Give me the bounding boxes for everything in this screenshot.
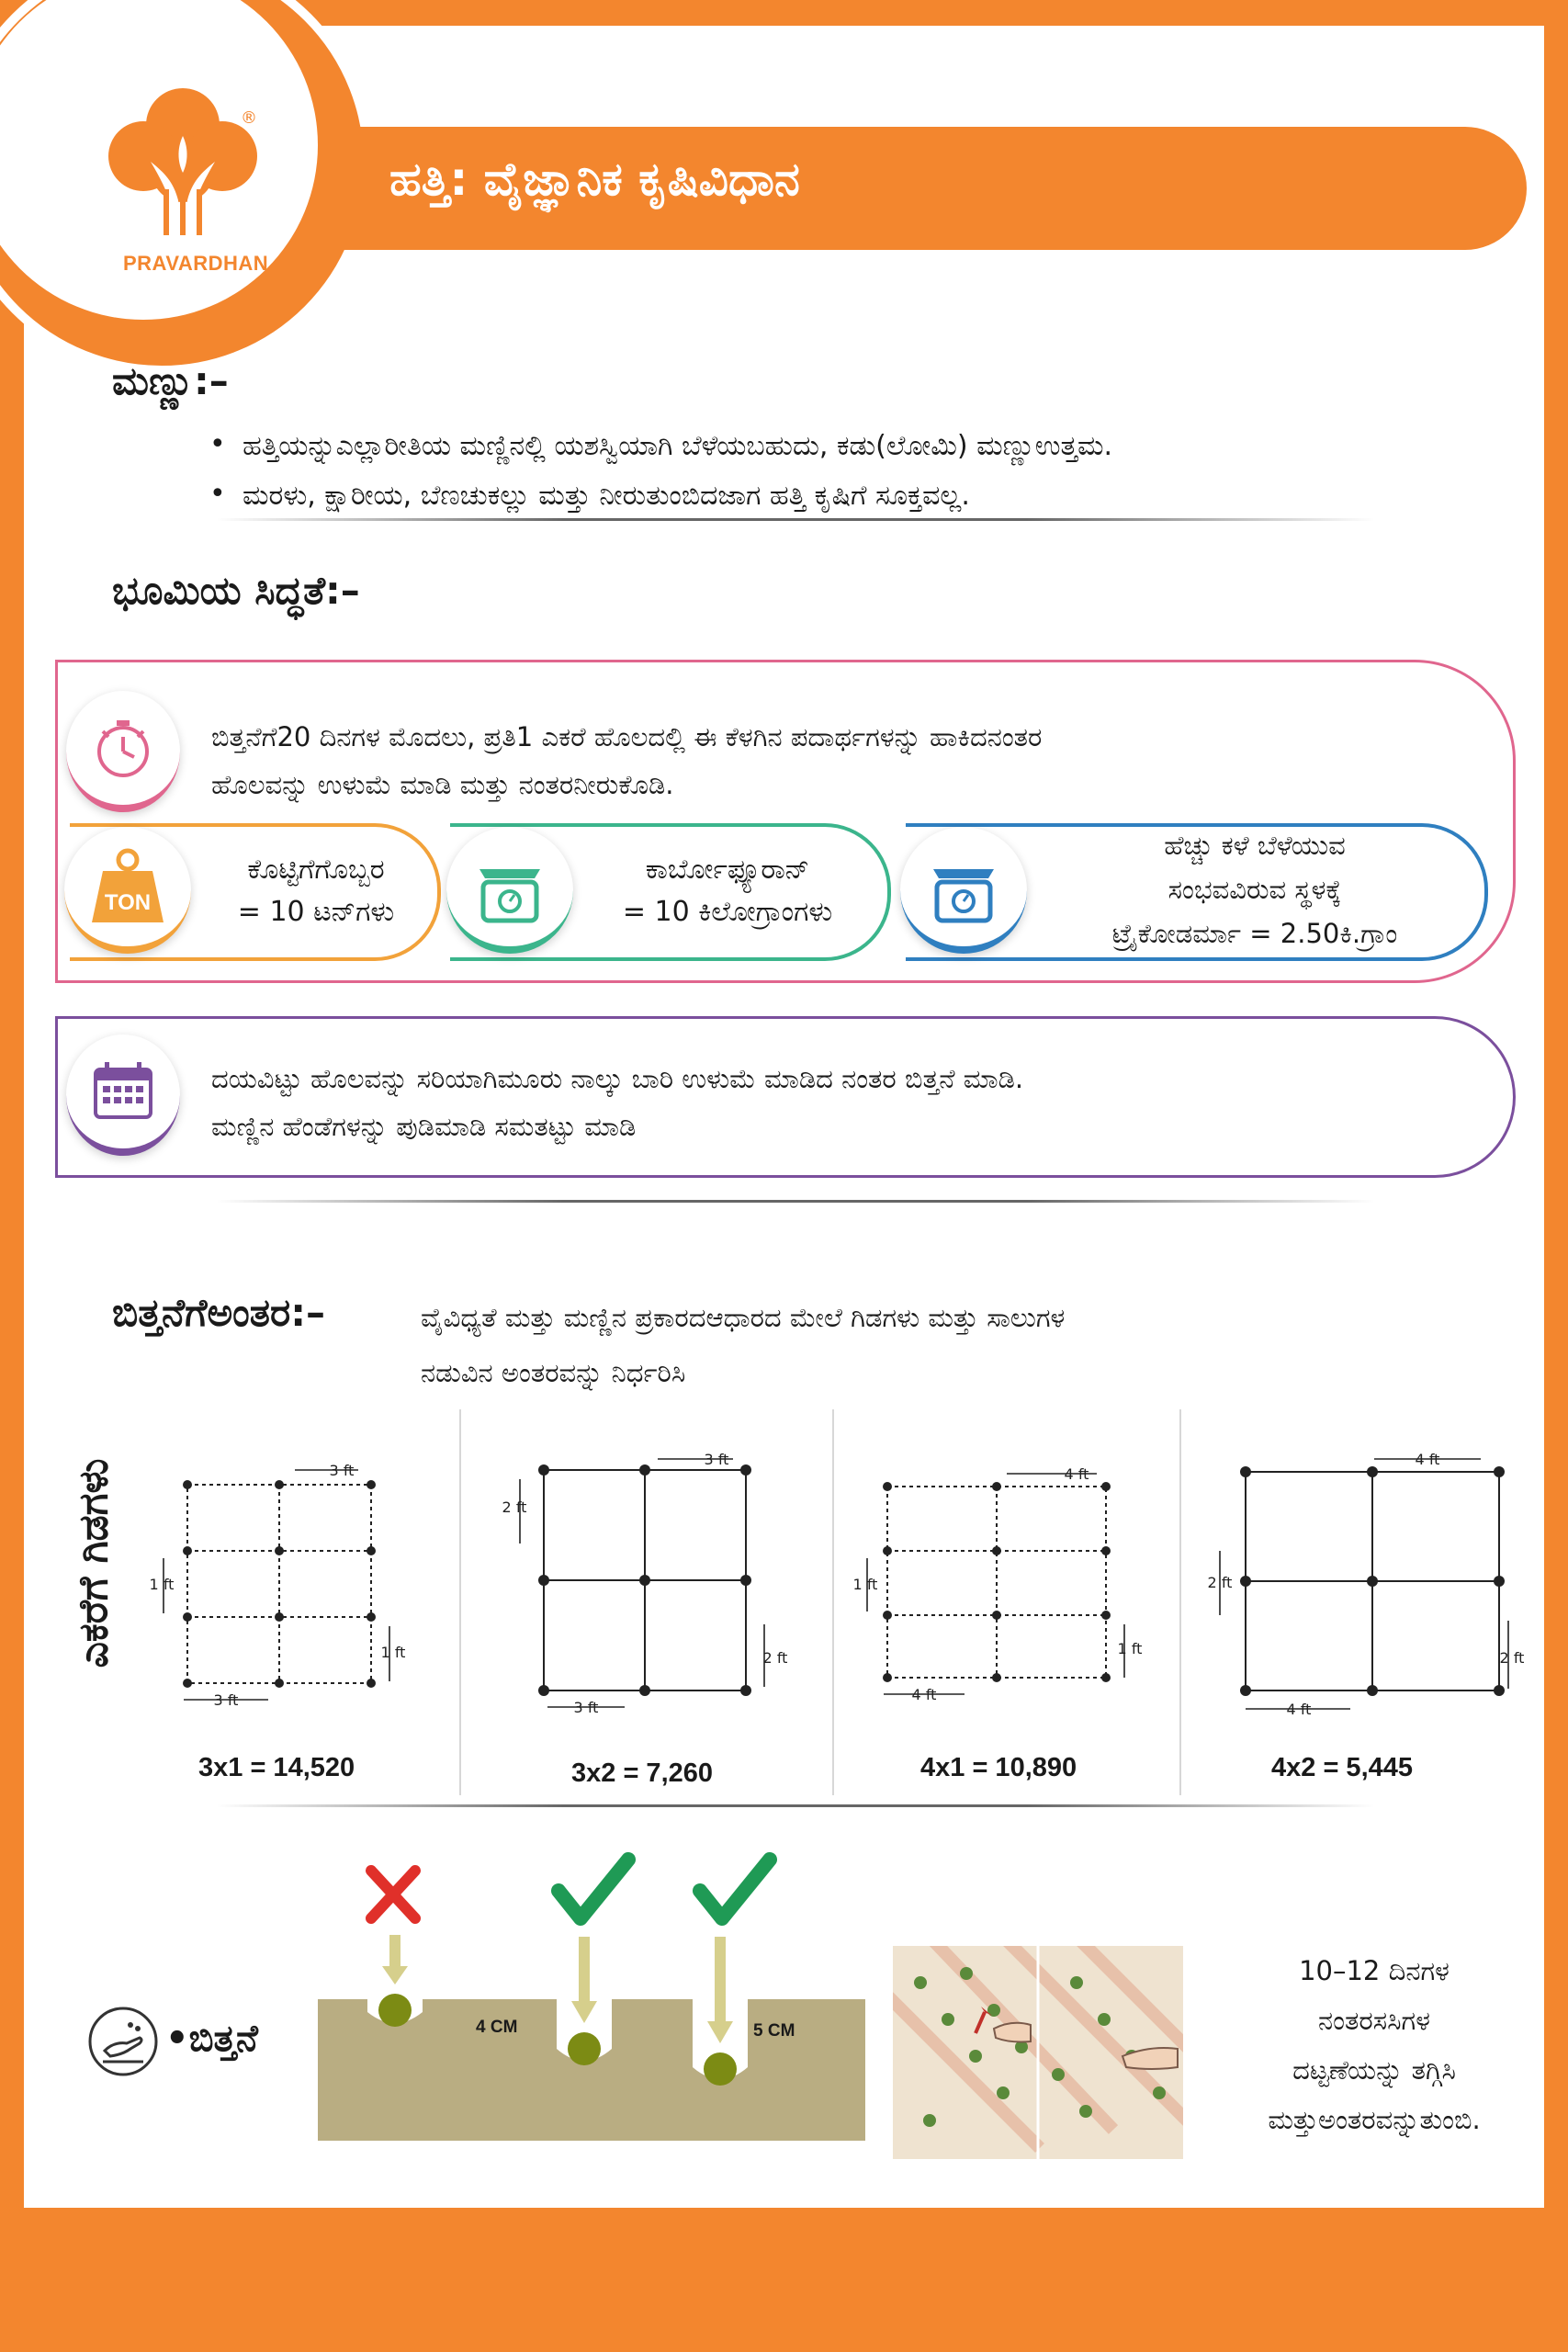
thinning-line1: 10–12 ದಿನಗಳ bbox=[1299, 1955, 1450, 1986]
ton-weight-icon bbox=[64, 827, 191, 946]
tree-logo-icon bbox=[105, 81, 261, 255]
item-carbofuran-label bbox=[581, 849, 874, 933]
scale-badge-blue bbox=[900, 827, 1027, 954]
sowing-label: •ಬಿತ್ತನೆ bbox=[165, 2018, 258, 2060]
grid2-right-label: 2 ft bbox=[762, 1649, 788, 1667]
grid-separator bbox=[832, 1409, 834, 1795]
grid1-right-label: 1 ft bbox=[380, 1644, 406, 1661]
grid3-right-label: 1 ft bbox=[1117, 1640, 1143, 1657]
thinning-line2: ನಂತರಸಸಿಗಳ bbox=[1318, 2005, 1430, 2036]
page-title: ಹತ್ತಿ: ವೈಜ್ಞಾನಿಕ ಕೃಷಿವಿಧಾನ bbox=[389, 153, 800, 206]
grid4-caption: 4x2 = 5,445 bbox=[1271, 1753, 1414, 1782]
spacing-grid-3x1 bbox=[143, 1422, 456, 1725]
grid3-bottom-label: 4 ft bbox=[911, 1686, 937, 1703]
spacing-heading: ಬಿತ್ತನೆಗೆಅಂತರ:– bbox=[112, 1290, 326, 1335]
spacing-grid-4x2 bbox=[1200, 1422, 1540, 1735]
scale-icon bbox=[446, 827, 573, 946]
divider bbox=[217, 1804, 1374, 1807]
spacing-grid-3x2 bbox=[492, 1422, 823, 1735]
thinning-line4: ಮತ್ತುಅಂತರವನ್ನುತುಂಬಿ. bbox=[1268, 2104, 1481, 2135]
land-prep-text-1a: ಬಿತ್ತನೆಗೆ20 ದಿನಗಳ ಮೊದಲು, ಪ್ರತಿ1 ಎಕರೆ ಹೊಲದಲ್ಲಿ ಈ ಕೆಳಗಿನ ಪದಾರ್ಥಗಳನ್ನು ಹಾಕಿದನಂತರ bbox=[211, 721, 1043, 752]
grid1-bottom-label: 3 ft bbox=[213, 1691, 239, 1709]
land-prep-heading: ಭೂಮಿಯ ಸಿದ್ಧತೆ:– bbox=[112, 568, 360, 613]
seed-shallow bbox=[378, 1994, 412, 2027]
soil-point-1: • ಹತ್ತಿಯನ್ನುಎಲ್ಲಾರೀತಿಯ ಮಣ್ಣಿನಲ್ಲಿ ಯಶಸ್ವಿಯಾಗಿ ಬೆಳೆಯಬಹುದು, ಕಡು(ಲೋಮಿ) ಮಣ್ಣುಉತ್ತಮ. bbox=[243, 430, 1112, 462]
item-carbofuran-line2: = 10 ಕಿಲೋಗ್ರಾಂಗಳು bbox=[622, 896, 833, 928]
grid1-left-label: 1 ft bbox=[149, 1576, 175, 1593]
depth-label-4cm: 4 CM bbox=[476, 2018, 518, 2037]
item-manure-line2: = 10 ಟನ್‌ಗಳು bbox=[237, 896, 395, 928]
check-mark-icon bbox=[700, 1860, 770, 1918]
grid4-left-label: 2 ft bbox=[1207, 1574, 1233, 1591]
depth-label-5cm: 5 CM bbox=[753, 2021, 795, 2041]
divider bbox=[217, 1200, 1374, 1203]
brand-name: PRAVARDHAN bbox=[123, 252, 269, 275]
scale-badge-green bbox=[446, 827, 573, 954]
grid-separator bbox=[459, 1409, 461, 1795]
grid2-top-label: 3 ft bbox=[704, 1451, 729, 1468]
item-trichoderma-label bbox=[1034, 823, 1475, 956]
soil-heading: ಮಣ್ಣು:– bbox=[112, 358, 229, 403]
grid3-left-label: 1 ft bbox=[852, 1576, 878, 1593]
spacing-grid-4x1 bbox=[851, 1422, 1181, 1725]
footer-band bbox=[0, 2208, 276, 2352]
item-manure-label bbox=[208, 849, 424, 933]
item-carbofuran-line1: ಕಾರ್ಬೋಫ್ಯೂರಾನ್ bbox=[645, 854, 810, 886]
scale-icon bbox=[900, 827, 1027, 946]
sowing-depth-diagram bbox=[290, 1826, 878, 2148]
thinning-line3: ದಟ್ಟಣೆಯನ್ನು ತಗ್ಗಿಸಿ bbox=[1292, 2054, 1456, 2086]
divider bbox=[217, 518, 1374, 521]
grid1-caption: 3x1 = 14,520 bbox=[198, 1753, 355, 1782]
wrong-mark-icon bbox=[371, 1871, 415, 1918]
spacing-desc-2: ನಡುವಿನ ಅಂತರವನ್ನು ನಿರ್ಧರಿಸಿ bbox=[421, 1357, 686, 1388]
hand-sowing-icon bbox=[86, 2005, 160, 2078]
grid3-top-label: 4 ft bbox=[1064, 1465, 1089, 1483]
grid1-top-label: 3 ft bbox=[329, 1462, 355, 1479]
poster-sheet bbox=[24, 26, 1544, 2208]
stopwatch-icon bbox=[66, 691, 180, 805]
grid4-right-label: 2 ft bbox=[1499, 1649, 1525, 1667]
registered-mark: ® bbox=[241, 108, 257, 128]
calendar-badge bbox=[66, 1035, 180, 1156]
seed-5cm bbox=[704, 2052, 737, 2086]
land-prep-text-2a: ದಯವಿಟ್ಟು ಹೊಲವನ್ನು ಸರಿಯಾಗಿಮೂರು ನಾಲ್ಕು ಬಾರಿ ಉಳುಮೆ ಮಾಡಿದ ನಂತರ ಬಿತ್ತನೆ ಮಾಡಿ. bbox=[211, 1063, 1024, 1094]
ton-badge bbox=[64, 827, 191, 954]
item-manure-line1: ಕೊಟ್ಟಿಗೆಗೊಬ್ಬರ bbox=[247, 854, 385, 886]
grid2-left-label: 2 ft bbox=[502, 1498, 527, 1516]
item-trichoderma-line2: ಸಂಭವವಿರುವ ಸ್ಥಳಕ್ಕೆ bbox=[1168, 874, 1342, 905]
check-mark-icon bbox=[558, 1860, 628, 1918]
thinning-illustration bbox=[893, 1946, 1183, 2159]
plants-per-acre-label: ಎಕರೆಗೆ ಗಿಡಗಳು bbox=[70, 1458, 118, 1668]
grid3-caption: 4x1 = 10,890 bbox=[920, 1753, 1077, 1782]
grid4-top-label: 4 ft bbox=[1415, 1451, 1440, 1468]
svg-text:TON: TON bbox=[104, 890, 152, 915]
seed-4cm bbox=[568, 2032, 601, 2065]
soil-point-2: • ಮರಳು, ಕ್ಷಾರೀಯ, ಬೆಣಚುಕಲ್ಲು ಮತ್ತು ನೀರುತುಂಬಿದಜಾಗ ಹತ್ತಿ ಕೃಷಿಗೆ ಸೂಕ್ತವಲ್ಲ. bbox=[243, 480, 970, 512]
land-prep-text-1b: ಹೊಲವನ್ನು ಉಳುಮೆ ಮಾಡಿ ಮತ್ತು ನಂತರನೀರುಕೊಡಿ. bbox=[211, 769, 674, 800]
item-trichoderma-line1: ಹೆಚ್ಚು ಕಳೆ ಬೆಳೆಯುವ bbox=[1164, 830, 1346, 861]
grid4-bottom-label: 4 ft bbox=[1286, 1701, 1312, 1718]
calendar-icon bbox=[66, 1035, 180, 1148]
timer-badge bbox=[66, 691, 180, 812]
spacing-desc-1: ವೈವಿಧ್ಯತೆ ಮತ್ತು ಮಣ್ಣಿನ ಪ್ರಕಾರದಆಧಾರದ ಮೇಲೆ ಗಿಡಗಳು ಮತ್ತು ಸಾಲುಗಳ bbox=[421, 1302, 1066, 1333]
land-prep-text-2b: ಮಣ್ಣಿನ ಹೆಂಡೆಗಳನ್ನು ಪುಡಿಮಾಡಿ ಸಮತಟ್ಟು ಮಾಡಿ bbox=[211, 1111, 637, 1142]
thinning-text bbox=[1218, 1946, 1530, 2144]
grid2-caption: 3x2 = 7,260 bbox=[571, 1758, 714, 1788]
grid2-bottom-label: 3 ft bbox=[573, 1699, 599, 1716]
item-trichoderma-line3: ಟ್ರೈಕೋಡರ್ಮಾ = 2.50ಕಿ.ಗ್ರಾಂ bbox=[1111, 918, 1398, 949]
